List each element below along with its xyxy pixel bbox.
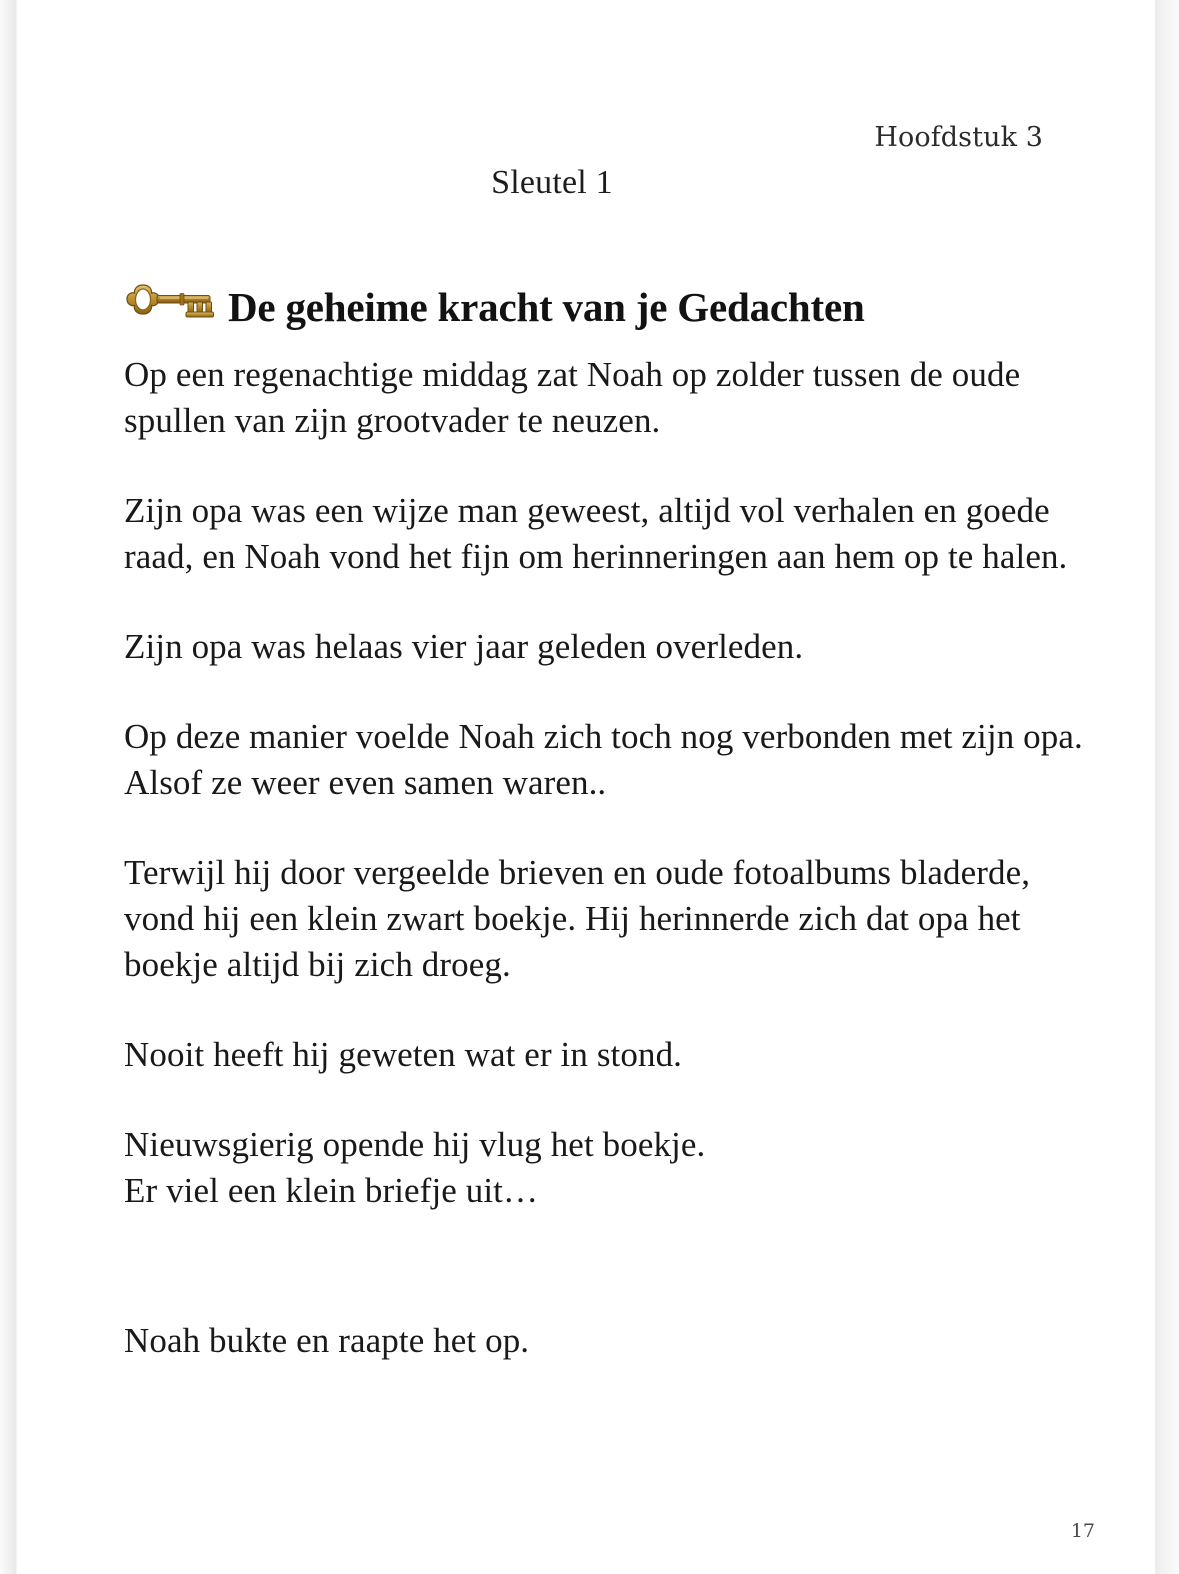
paragraph: Noah bukte en raapte het op. — [124, 1321, 530, 1360]
body-text — [124, 352, 1084, 1364]
running-header-chapter: Hoofdstuk 3 — [874, 122, 1043, 153]
chapter-heading-text: De geheime kracht van je Gedachten — [228, 284, 865, 331]
page-gutter-right — [1155, 0, 1179, 1574]
paragraph: Er viel een klein briefje uit… — [124, 1171, 539, 1210]
document-page — [17, 0, 1155, 1574]
page-number: 17 — [1070, 1520, 1095, 1542]
paragraph: Op een regenachtige middag zat Noah op zolder tussen de oude spullen van zijn grootvader te neuzen. — [124, 355, 1021, 440]
paragraph: Nieuwsgierig opende hij vlug het boekje. — [124, 1125, 706, 1164]
paragraph: Op deze manier voelde Noah zich toch nog verbonden met zijn opa. Alsof ze weer even samen waren.. — [124, 717, 1083, 802]
old-key-icon — [124, 279, 220, 325]
paragraph: Zijn opa was een wijze man geweest, altijd vol verhalen en goede raad, en Noah vond het fijn om herinneringen aan hem op te halen. — [124, 491, 1068, 576]
chapter-heading — [124, 279, 1104, 331]
paragraph: Terwijl hij door vergeelde brieven en oude fotoalbums bladerde, vond hij een klein zwart boekje. Hij herinnerde zich dat opa het boekje altijd bij zich droeg. — [124, 853, 1031, 984]
section-title: Sleutel 1 — [491, 164, 613, 201]
page-gutter-left — [0, 0, 16, 1574]
paragraph: Nooit heeft hij geweten wat er in stond. — [124, 1035, 683, 1074]
paragraph: Zijn opa was helaas vier jaar geleden overleden. — [124, 627, 804, 666]
